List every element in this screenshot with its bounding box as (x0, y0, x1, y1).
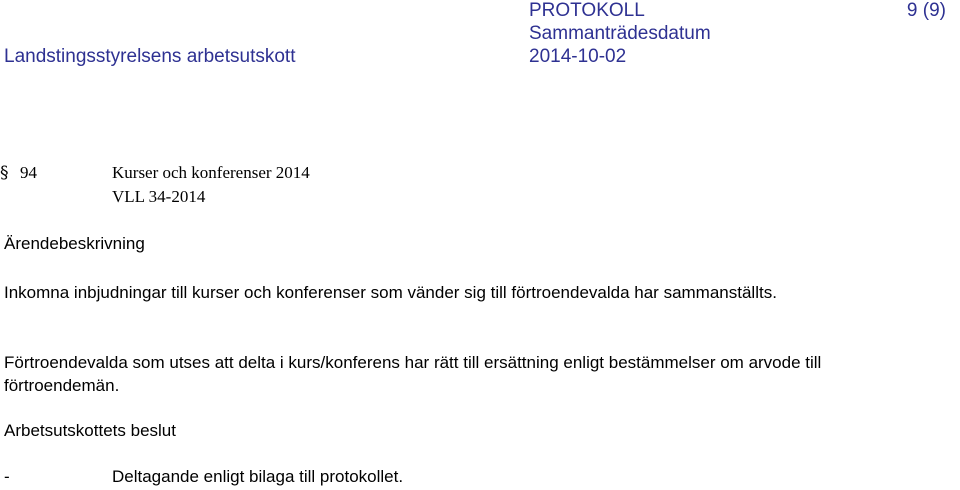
document-type: PROTOKOLL (529, 0, 645, 21)
item-number: 94 (20, 163, 37, 182)
meeting-date-label: Sammanträdesdatum (529, 23, 711, 44)
item-title: Kurser och konferenser 2014 (112, 163, 310, 182)
item-reference: VLL 34-2014 (112, 187, 206, 206)
section-marker: § (0, 163, 9, 183)
description-heading: Ärendebeskrivning (4, 234, 145, 253)
decision-heading: Arbetsutskottets beslut (4, 421, 176, 440)
meeting-date: 2014-10-02 (529, 46, 627, 67)
page-number: 9 (9) (906, 0, 946, 21)
description-paragraph: Förtroendevalda som utses att delta i kurs/konferens har rätt till ersättning enligt bestämmelser om arvode till förtroendemän. (4, 353, 822, 395)
description-paragraph: Inkomna inbjudningar till kurser och konferenser som vänder sig till förtroendevalda har sammanställts. (4, 283, 777, 302)
decision-item: Deltagande enligt bilaga till protokollet. (112, 467, 404, 486)
decision-bullet: - (4, 467, 10, 486)
organization-name: Landstingsstyrelsens arbetsutskott (4, 46, 296, 67)
